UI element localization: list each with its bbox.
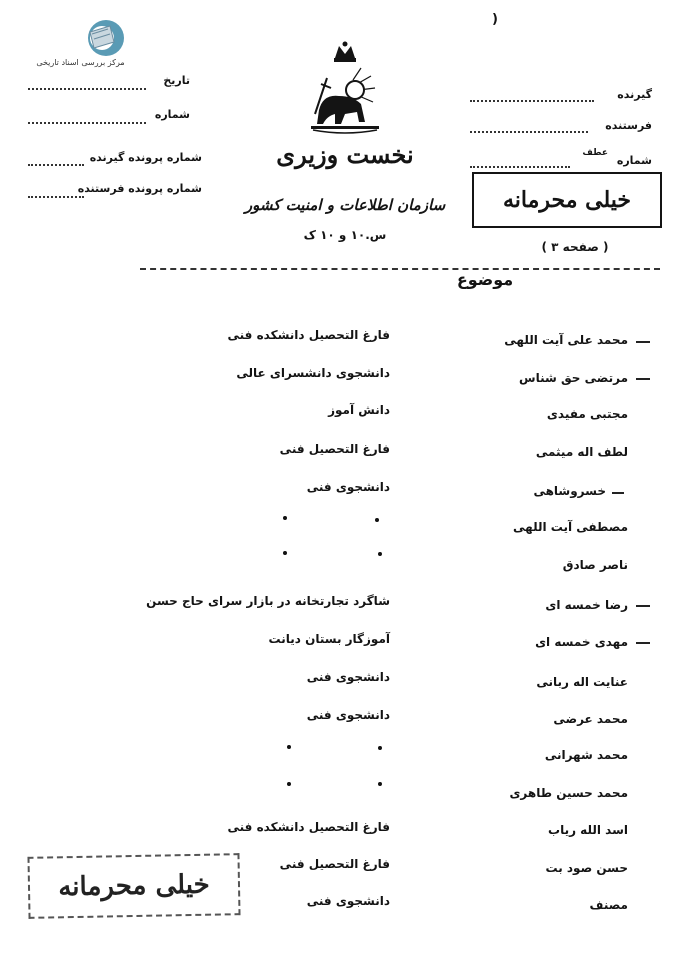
number-label-left: شماره — [154, 108, 190, 121]
lion-and-sun-emblem-icon — [305, 40, 385, 136]
ditto-mark — [287, 745, 291, 749]
margin-dash — [636, 378, 650, 380]
list-item-name: مصطفی آیت اللهی — [513, 520, 628, 534]
date-label: تاریخ — [163, 74, 190, 87]
date-line — [28, 88, 146, 90]
margin-dash — [636, 642, 650, 644]
receiver-line — [470, 100, 594, 102]
list-item-name: محمد علی آیت اللهی — [504, 333, 628, 347]
classification-text: خیلی محرمانه — [502, 187, 632, 213]
sender-label: فرستنده — [605, 119, 652, 132]
stamp-text: خیلی محرمانه — [58, 869, 210, 903]
number-line-left — [28, 122, 146, 124]
office-title: نخست وزیری — [276, 140, 414, 169]
receiver-file-label: شماره پرونده گیرنده — [89, 151, 202, 164]
list-item-name: عنایت اله ربانی — [536, 675, 628, 689]
list-item-occupation: دانشجوی دانشسرای عالی — [236, 366, 390, 380]
watermark-text: مرکز بررسی اسناد تاریخی — [36, 58, 125, 67]
ditto-mark — [378, 552, 382, 556]
corner-mark: ) — [492, 12, 498, 27]
list-item-name: حسن صود بت — [545, 861, 628, 875]
list-item-name: مهدی خمسه ای — [535, 635, 628, 649]
list-item-occupation: فارغ التحصیل فنی — [279, 442, 390, 456]
list-item-name: محمد عرضی — [553, 712, 628, 726]
list-item-name: محمد حسین طاهری — [509, 786, 628, 800]
list-item-name: رضا خمسه ای — [545, 598, 628, 612]
list-item-occupation: فارغ التحصیل دانشکده فنی — [227, 328, 390, 342]
list-item-occupation: آموزگار بستان دیانت — [268, 632, 390, 646]
organization-title: سازمان اطلاعات و امنیت کشور — [244, 196, 446, 214]
ditto-mark — [283, 516, 287, 520]
margin-dash — [636, 341, 650, 343]
list-item-name: لطف اله میثمی — [535, 445, 628, 459]
reference-label: عطف — [582, 148, 608, 158]
list-item-name: مرتضی حق شناس — [519, 371, 628, 385]
list-item-occupation: دانشجوی فنی — [306, 894, 390, 908]
list-item-name: ناصر صادق — [562, 558, 628, 572]
sender-line — [470, 131, 588, 133]
page-number: ( صفحه ۳ ) — [541, 240, 609, 254]
number-label-right: شماره — [616, 154, 652, 167]
list-item-occupation: شاگرد تجارتخانه در بازار سرای حاج حسن — [146, 594, 390, 608]
list-item-occupation: دانشجوی فنی — [306, 480, 390, 494]
margin-dash — [612, 492, 624, 494]
sender-file-line — [28, 196, 84, 198]
number-line-right — [470, 166, 570, 168]
subject-line-top — [140, 268, 660, 270]
list-item-occupation: دانشجوی فنی — [306, 670, 390, 684]
letterhead-code: س.۱۰ و ۱۰ ک — [303, 228, 387, 242]
list-item-name: مصنف — [589, 898, 628, 912]
receiver-file-line — [28, 164, 84, 166]
margin-dash — [636, 605, 650, 607]
watermark — [28, 18, 138, 70]
list-item-occupation: فارغ التحصیل دانشکده فنی — [227, 820, 390, 834]
ditto-mark — [375, 518, 379, 522]
list-item-name: محمد شهرانی — [544, 748, 628, 762]
ditto-mark — [287, 782, 291, 786]
classification-box — [472, 172, 662, 228]
list-item-occupation: دانش آموز — [328, 403, 390, 417]
list-item-occupation: فارغ التحصیل فنی — [279, 857, 390, 871]
receiver-label: گیرنده — [617, 88, 652, 101]
ditto-mark — [378, 782, 382, 786]
list-item-name: مجتبی مفیدی — [546, 407, 628, 421]
list-item-occupation: دانشجوی فنی — [306, 708, 390, 722]
ditto-mark — [378, 746, 382, 750]
sender-file-label: شماره پرونده فرستنده — [77, 182, 202, 195]
list-item-name: اسد الله ریاب — [548, 823, 628, 837]
subject-label: موضوع — [456, 270, 514, 289]
classification-stamp — [27, 853, 240, 919]
list-item-name: خسروشاهی — [533, 484, 606, 498]
ditto-mark — [283, 551, 287, 555]
